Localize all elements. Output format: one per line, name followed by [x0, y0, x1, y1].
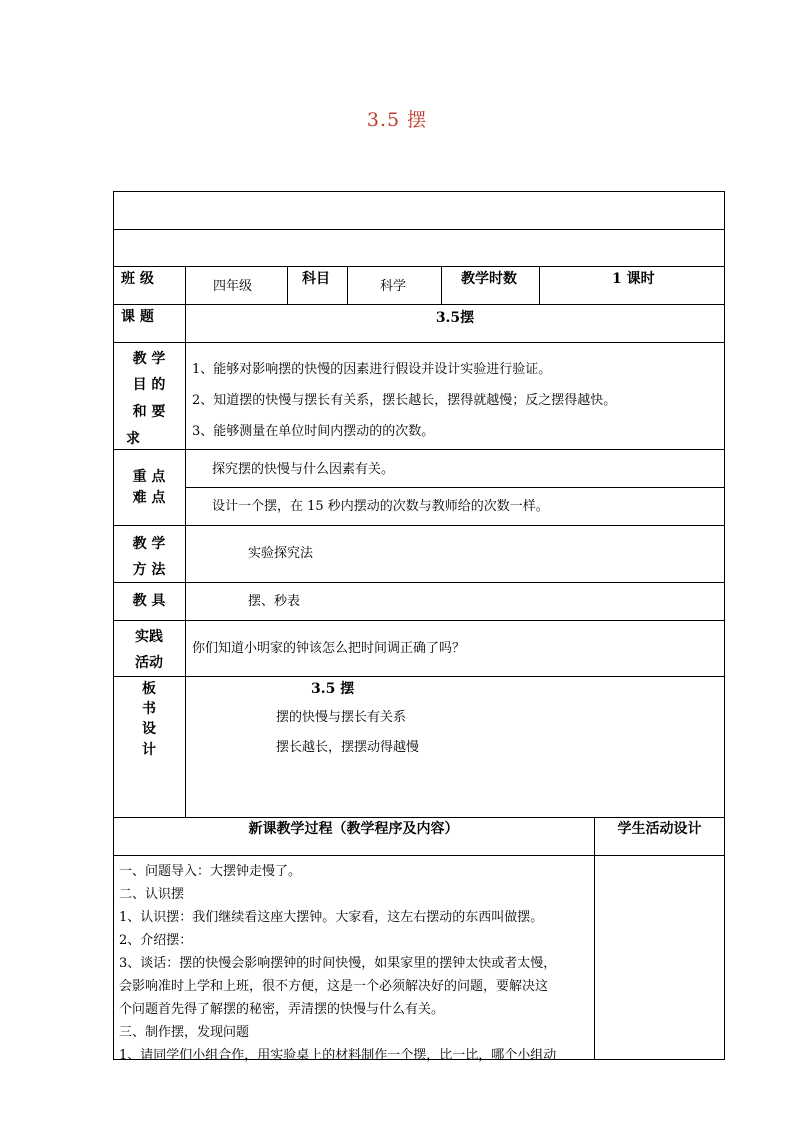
row-divider	[113, 582, 725, 583]
process-header: 新课教学过程（教学程序及内容）	[248, 821, 459, 837]
topic-value: 3.5摆	[435, 310, 475, 326]
method-value: 实验探究法	[248, 546, 314, 561]
process-line: 个问题首先得了解摆的秘密，弄清摆的快慢与什么有关。	[119, 1002, 445, 1017]
row-divider	[113, 855, 725, 856]
hours-value: 1 课时	[612, 271, 655, 287]
key-point: 探究摆的快慢与什么因素有关。	[212, 462, 395, 477]
board-label: 设	[142, 721, 156, 737]
row-divider	[113, 304, 725, 305]
process-line: 二、认识摆	[119, 887, 185, 902]
row-divider	[113, 817, 725, 818]
document-title: 3.5 摆	[366, 109, 428, 131]
board-line: 摆长越长，摆摆动得越慢	[276, 740, 420, 755]
process-line: 1、认识摆：我们继续看这座大摆钟。大家看，这左右摆动的东西叫做摆。	[119, 910, 544, 925]
row-divider	[113, 620, 725, 621]
board-label: 书	[142, 701, 156, 717]
process-line: 会影响准时上学和上班，很不方便，这是一个必须解决好的问题，要解决这	[119, 979, 549, 994]
goals-label: 和 要	[132, 404, 166, 420]
class-value: 四年级	[213, 279, 253, 294]
method-label: 方 法	[132, 562, 166, 578]
practice-label: 活动	[135, 655, 163, 671]
goal-item: 1、能够对影响摆的快慢的因素进行假设并设计实验进行验证。	[192, 362, 552, 377]
column-divider	[594, 817, 595, 1060]
column-divider	[347, 266, 348, 304]
row-divider	[113, 676, 725, 677]
board-line: 摆的快慢与摆长有关系	[276, 710, 407, 725]
tools-label: 教 具	[132, 593, 166, 609]
goals-label: 求	[126, 431, 140, 447]
process-line: 三、制作摆，发现问题	[119, 1025, 250, 1040]
practice-value: 你们知道小明家的钟该怎么把时间调正确了吗？	[192, 641, 466, 656]
subject-value: 科学	[380, 279, 407, 294]
column-divider	[287, 266, 288, 304]
board-label: 计	[142, 742, 156, 758]
row-divider	[185, 487, 725, 488]
practice-label: 实践	[135, 629, 163, 645]
process-line: 2、介绍摆：	[119, 933, 193, 948]
hours-label: 教学时数	[461, 271, 517, 287]
process-line: 一、问题导入：大摆钟走慢了。	[119, 864, 302, 879]
column-divider	[185, 266, 186, 817]
row-divider	[113, 229, 725, 230]
process-line: 3、谈话：摆的快慢会影响摆钟的时间快慢，如果家里的摆钟太快或者太慢，	[119, 956, 557, 971]
tools-value: 摆、秒表	[248, 594, 301, 609]
column-divider	[539, 266, 540, 304]
row-divider	[113, 342, 725, 343]
goal-item: 2、知道摆的快慢与摆长有关系，摆长越长，摆得就越慢；反之摆得越快。	[192, 393, 617, 408]
student-activity-header: 学生活动设计	[617, 821, 702, 837]
process-line: 1、请同学们小组合作，用实验桌上的材料制作一个摆，比一比，哪个小组动	[119, 1048, 557, 1063]
method-label: 教 学	[132, 536, 166, 552]
goals-label: 教 学	[132, 351, 166, 367]
goal-item: 3、能够测量在单位时间内摆动的的次数。	[192, 424, 435, 439]
column-divider	[441, 266, 442, 304]
difficult-point: 设计一个摆，在 15 秒内摆动的次数与教师给的次数一样。	[212, 499, 549, 514]
topic-label: 课 题	[121, 309, 154, 325]
key-points-label: 难 点	[132, 490, 166, 506]
row-divider	[113, 449, 725, 450]
class-label: 班 级	[121, 271, 154, 287]
goals-label: 目 的	[132, 377, 166, 393]
board-label: 板	[142, 681, 156, 697]
subject-label: 科目	[302, 271, 330, 287]
row-divider	[113, 525, 725, 526]
board-heading: 3.5 摆	[311, 681, 355, 697]
key-points-label: 重 点	[132, 469, 166, 485]
row-divider	[113, 266, 725, 267]
